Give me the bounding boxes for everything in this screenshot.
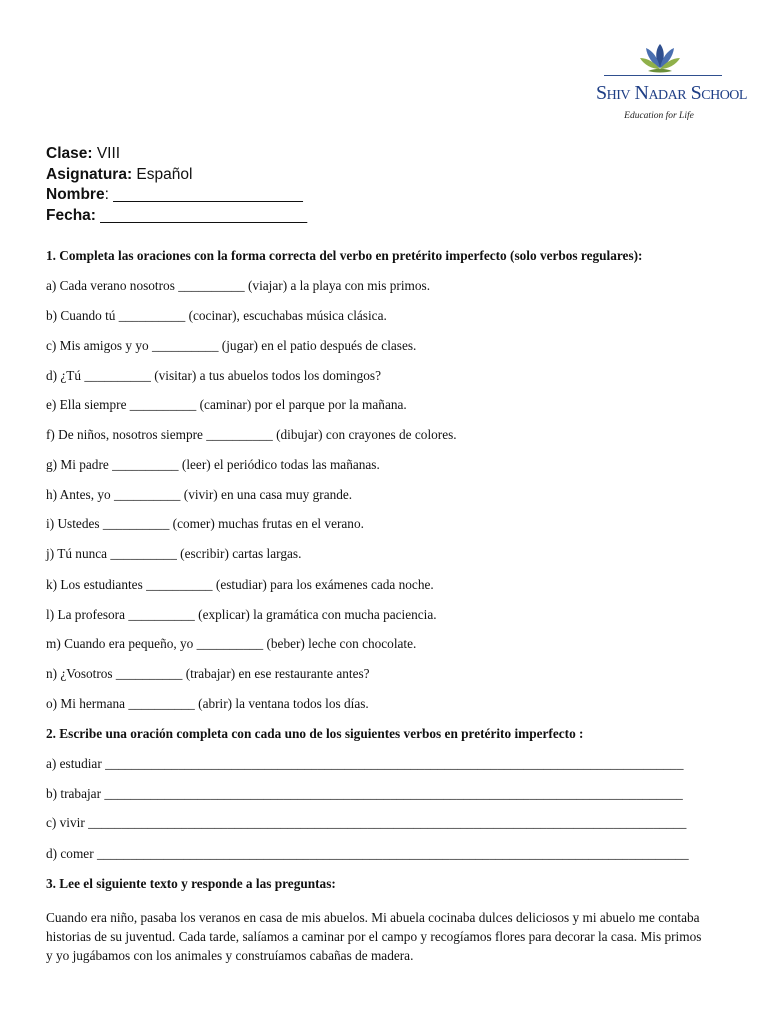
s2-item-b[interactable]: b) trabajar _______________________________________________________________________________________: [46, 786, 683, 801]
clase-value: VIII: [92, 145, 121, 162]
s1-item-o[interactable]: o) Mi hermana __________ (abrir) la ventana todos los días.: [46, 696, 369, 711]
reading-passage: Cuando era niño, pasaba los veranos en casa de mis abuelos. Mi abuela cocinaba dulces deliciosos y mi abuelo me contaba historias de su juventud. Cada tarde, salíamos a caminar por el campo y recogíamos flores para decorar la casa. Mis primos y yo jugábamos con los animales y construíamos cabañas de madera.: [46, 910, 702, 963]
s1-item-b[interactable]: b) Cuando tú __________ (cocinar), escuchabas música clásica.: [46, 308, 387, 323]
s1-item-a[interactable]: a) Cada verano nosotros __________ (viajar) a la playa con mis primos.: [46, 278, 431, 293]
s2-item-c[interactable]: c) vivir __________________________________________________________________________________________: [46, 815, 687, 830]
lotus-icon: [638, 40, 682, 74]
s2-item-a[interactable]: a) estudiar _______________________________________________________________________________________: [46, 756, 684, 771]
s2-item-d[interactable]: d) comer _________________________________________________________________________________________: [46, 846, 689, 861]
fecha-row: [46, 206, 307, 227]
nombre-field[interactable]: : ______________________: [104, 186, 303, 203]
asignatura-value: Español: [132, 165, 193, 183]
school-logo: [596, 40, 747, 126]
s1-item-d[interactable]: d) ¿Tú __________ (visitar) a tus abuelos todos los domingos?: [46, 368, 381, 383]
fecha-field[interactable]: ________________________: [95, 206, 308, 224]
section1-title: 1. Completa las oraciones con la forma correcta del verbo en pretérito imperfecto (solo verbos regulares):: [46, 248, 643, 263]
s1-item-k[interactable]: k) Los estudiantes __________ (estudiar) para los exámenes cada noche.: [46, 577, 434, 592]
student-info-header: [46, 144, 307, 226]
fecha-label: Fecha:: [46, 206, 96, 224]
s1-item-i[interactable]: i) Ustedes __________ (comer) muchas frutas en el verano.: [46, 516, 364, 531]
clase-label: Clase:: [46, 145, 93, 162]
s1-item-f[interactable]: f) De niños, nosotros siempre __________ (dibujar) con crayones de colores.: [46, 427, 457, 442]
nombre-label: Nombre: [46, 186, 105, 203]
s1-item-j[interactable]: j) Tú nunca __________ (escribir) cartas largas.: [46, 546, 302, 561]
asignatura-row: [46, 165, 307, 186]
s1-item-m[interactable]: m) Cuando era pequeño, yo __________ (beber) leche con chocolate.: [46, 636, 417, 651]
s1-item-e[interactable]: e) Ella siempre __________ (caminar) por el parque por la mañana.: [46, 397, 407, 412]
asignatura-label: Asignatura:: [46, 165, 133, 183]
s1-item-n[interactable]: n) ¿Vosotros __________ (trabajar) en ese restaurante antes?: [46, 666, 370, 681]
section3-title: 3. Lee el siguiente texto y responde a las preguntas:: [46, 876, 336, 891]
section2-title: 2. Escribe una oración completa con cada uno de los siguientes verbos en pretérito imperfecto :: [46, 726, 584, 741]
school-name: Shiv Nadar School: [596, 82, 747, 104]
logo-divider: [604, 75, 722, 76]
school-tagline: Education for Life: [624, 111, 694, 121]
clase-row: [46, 144, 307, 165]
nombre-row: [46, 185, 307, 206]
s1-item-l[interactable]: l) La profesora __________ (explicar) la gramática con mucha paciencia.: [46, 607, 437, 622]
s1-item-h[interactable]: h) Antes, yo __________ (vivir) en una casa muy grande.: [46, 487, 353, 502]
s1-item-g[interactable]: g) Mi padre __________ (leer) el periódico todas las mañanas.: [46, 457, 380, 472]
s1-item-c[interactable]: c) Mis amigos y yo __________ (jugar) en el patio después de clases.: [46, 338, 417, 353]
